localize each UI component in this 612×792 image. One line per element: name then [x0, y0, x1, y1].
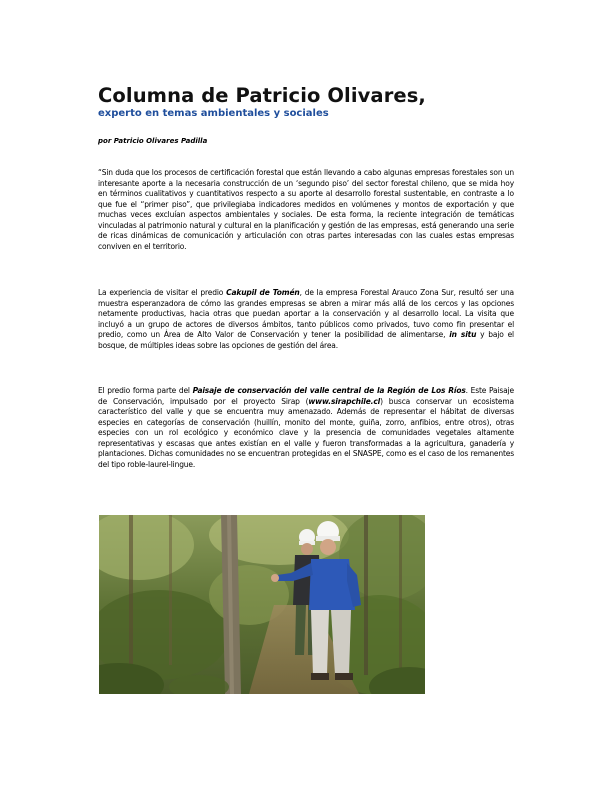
paragraph-3-text-c: . Este Paisaje de Conservación, impulsado por el proyecto Sirap (	[98, 386, 514, 406]
article-byline: por Patricio Olivares Padilla	[98, 137, 208, 145]
paragraph-3-text-e: ) busca conservar un ecosistema característico del valle y que se encuentra muy amenazado. Además de representar el hábitat de diversas especies en categorías de conservación (huillín, monito del monte, guiña, zorro, anfibios, entre otros), otras especies con un rol ecológico y económico clave y la presencia de comunidades vegetales altamente representativas y escasas que antes existían en el valle y fueron transformadas a la agricultura, ganadería y plantaciones. Dichas comunidades no se encuentran protegidas en el SNASPE, como es el caso de los remanentes del tipo roble-laurel-lingue.	[98, 396, 514, 469]
article-subtitle: experto en temas ambientales y sociales	[98, 108, 329, 119]
article-title: Columna de Patricio Olivares,	[98, 84, 426, 107]
paragraph-2-text-e: y bajo el bosque, de múltiples ideas sobre las opciones de gestión del área.	[98, 330, 514, 350]
paragraph-3	[98, 386, 514, 470]
paragraph-2-text-c: , de la empresa Forestal Arauco Zona Sur, resultó ser una muestra esperanzadora de cómo las grandes empresas se abren a mirar más allá de los cercos y las opciones netamente productivas, hacia otras que puedan aportar a la conservación y al desarrollo local. La visita que incluyó a un grupo de actores de diversos ámbitos, tanto públicos como privados, tuvo como fin presentar el predio, como un Área de Alto Valor de Conservación y tener la posibilidad de alimentarse,	[98, 288, 514, 339]
forest-visit-photo	[99, 515, 425, 694]
paragraph-3-text-a: El predio forma parte del	[98, 386, 193, 395]
paragraph-2	[98, 288, 514, 351]
in-situ-term: in situ	[449, 330, 477, 339]
paragraph-1: “Sin duda que los procesos de certificación forestal que están llevando a cabo algunas empresas forestales son un interesante aporte a la necesaria construcción de un ‘segundo piso’ del sector forestal chileno, que se mida hoy en términos cualitativos y cuantitativos respecto a su aporte al desarrollo forestal sustentable, en contraste a lo que fue el “primer piso”, que privilegiaba indicadores medidos en volúmenes y montos de exportación y que muchas veces excluían aspectos ambientales y sociales. De esta forma, la reciente integración de temáticas vinculadas al patrimonio natural y cultural en la planificación y gestión de las empresas, está generando una serie de ricas dinámicas de comunicación y articulación con otras partes interesadas con las cuales estas empresas conviven en el territorio.	[98, 168, 514, 251]
estate-name: Cakupil de Tomén	[226, 288, 300, 297]
sirap-website-link[interactable]: www.sirapchile.cl	[308, 396, 381, 406]
paragraph-2-text-a: La experiencia de visitar el predio	[98, 288, 227, 297]
landscape-name: Paisaje de conservación del valle central de la Región de Los Ríos	[192, 386, 466, 395]
